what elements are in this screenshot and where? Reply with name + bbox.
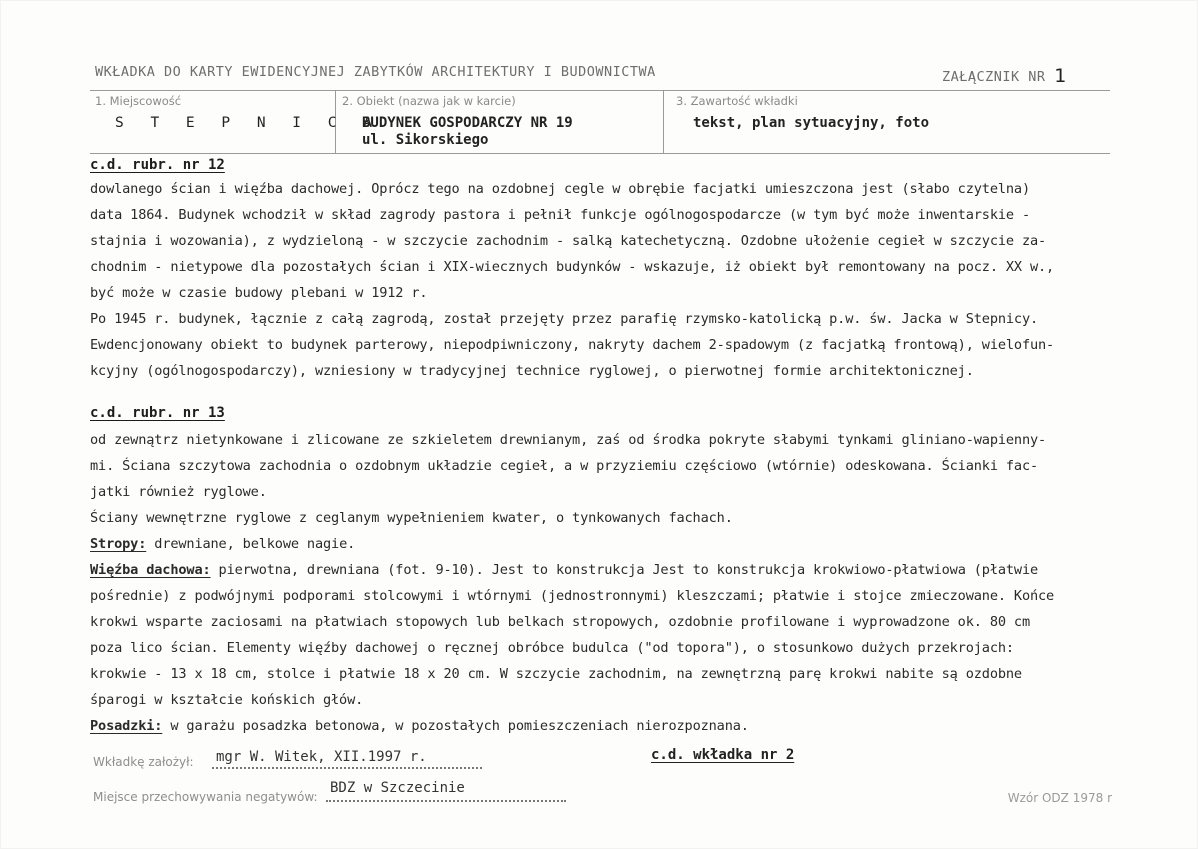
stropy-line — [90, 536, 355, 552]
annex-number-value: 1 — [1054, 65, 1067, 87]
founded-by-label: Wkładkę założył: — [93, 755, 194, 769]
table-bottom-rule — [90, 153, 1110, 154]
continued-insert: c.d. wkładka nr 2 — [651, 747, 795, 763]
wiezba-line: krokwie - 13 x 18 cm, stolce i płatwie 18 x 20 cm. W szczycie zachodnim, na zewnętrzną parę krokwi nabite są ozdobne — [90, 666, 1022, 682]
locality-label: 1. Miejscowość — [95, 94, 182, 108]
table-divider-2 — [663, 90, 664, 153]
object-label: 2. Obiekt (nazwa jak w karcie) — [342, 94, 516, 108]
locality-value: S T E P N I C A — [115, 115, 381, 131]
section-12-line: stajnia i wozowania), z wydzieloną - w szczycie zachodnim - salką katechetyczną. Ozdobne ułożenie cegieł w szczycie za- — [90, 233, 1047, 249]
annex-label: ZAŁĄCZNIK NR — [942, 69, 1046, 85]
section-12-line: Ewdencjonowany obiekt to budynek parterowy, niepodpiwniczony, nakryty dachem 2-spadowym (z facjatką frontową), wielofun- — [90, 337, 1055, 353]
wiezba-line: pośrednie) z podwójnymi podporami stolcowymi i wtórnymi (jednostronnymi) kleszczami; płatwie i stojce zmieczowane. Końce — [90, 588, 1055, 604]
section-13-line: Ściany wewnętrzne ryglowe z ceglanym wypełnieniem kwater, o tynkowanych fachach. — [90, 510, 733, 526]
section-12-line: Po 1945 r. budynek, łącznie z całą zagrodą, został przejęty przez parafię rzymsko-katolicką p.w. św. Jacka w Stepnicy. — [90, 311, 1039, 327]
posadzki-label: Posadzki: — [90, 718, 163, 734]
negative-storage-value: BDZ w Szczecinie — [330, 780, 465, 796]
founded-by-dotted-line — [212, 767, 482, 769]
wiezba-line: krokwi wsparte zaciosami na płatwiach stopowych lub belkach stropowych, ozdobnie profilowane i wyprowadzone ok. 80 cm — [90, 614, 1030, 630]
section-13-heading: c.d. rubr. nr 13 — [90, 405, 225, 421]
section-12-line: dowlanego ścian i więźba dachowej. Oprócz tego na ozdobnej cegle w obrębie facjatki umieszczona jest (słabo czytelna) — [90, 181, 1030, 197]
form-title: WKŁADKA DO KARTY EWIDENCYJNEJ ZABYTKÓW ARCHITEKTURY I BUDOWNICTWA — [95, 64, 656, 80]
section-12-heading: c.d. rubr. nr 12 — [90, 157, 225, 173]
section-12-line: kcyjny (ogólnogospodarczy), wzniesiony w tradycyjnej technice ryglowej, o pierwotnej formie architektonicznej. — [90, 363, 974, 379]
table-top-rule — [90, 90, 1110, 91]
section-12-line: być może w czasie budowy plebani w 1912 r. — [90, 285, 428, 301]
wiezba-line: śparogi w kształcie końskich głów. — [90, 692, 364, 708]
founded-by-value: mgr W. Witek, XII.1997 r. — [216, 749, 427, 765]
section-13-line: jatki również ryglowe. — [90, 484, 267, 500]
content-value: tekst, plan sytuacyjny, foto — [693, 115, 930, 131]
stropy-text: drewniane, belkowe nagie. — [146, 536, 356, 552]
negative-storage-dotted-line — [326, 800, 566, 802]
object-address: ul. Sikorskiego — [362, 132, 489, 148]
annex-number — [942, 64, 1067, 86]
wiezba-text: pierwotna, drewniana (fot. 9-10). Jest to konstrukcja Jest to konstrukcja krokwiowo-płatwiowa (płatwie — [210, 562, 1039, 578]
wiezba-label: Więźba dachowa: — [90, 562, 211, 578]
posadzki-line — [90, 718, 749, 734]
section-12-line: data 1864. Budynek wchodził w skład zagrody pastora i pełnił funkcje ogólnogospodarcze (w tym być może inwentarskie - — [90, 207, 1030, 223]
form-template-id: Wzór ODZ 1978 r — [1007, 791, 1112, 805]
wiezba-line: poza lico ścian. Elementy więźby dachowej o ręcznej obróbce budulca ("od topora"), o stosunkowo dużych przekrojach: — [90, 640, 1014, 656]
section-13-line: od zewnątrz nietynkowane i zlicowane ze szkieletem drewnianym, zaś od środka pokryte słabymi tynkami gliniano-wapienny- — [90, 432, 1047, 448]
section-13-line: mi. Ściana szczytowa zachodnia o ozdobnym układzie cegieł, a w przyziemiu częściowo (wtórnie) odeskowana. Ścianki fac- — [90, 458, 1039, 474]
object-value: BUDYNEK GOSPODARCZY NR 19 — [362, 115, 573, 131]
wiezba-line — [90, 562, 1038, 578]
negative-storage-label: Miejsce przechowywania negatywów: — [93, 790, 318, 804]
content-label: 3. Zawartość wkładki — [676, 94, 798, 108]
posadzki-text: w garażu posadzka betonowa, w pozostałych pomieszczeniach nierozpoznana. — [162, 718, 749, 734]
stropy-label: Stropy: — [90, 536, 147, 552]
section-12-line: chodnim - nietypowe dla pozostałych ścian i XIX-wiecznych budynków - wskazuje, iż obiekt był remontowany na pocz. XX w., — [90, 259, 1055, 275]
